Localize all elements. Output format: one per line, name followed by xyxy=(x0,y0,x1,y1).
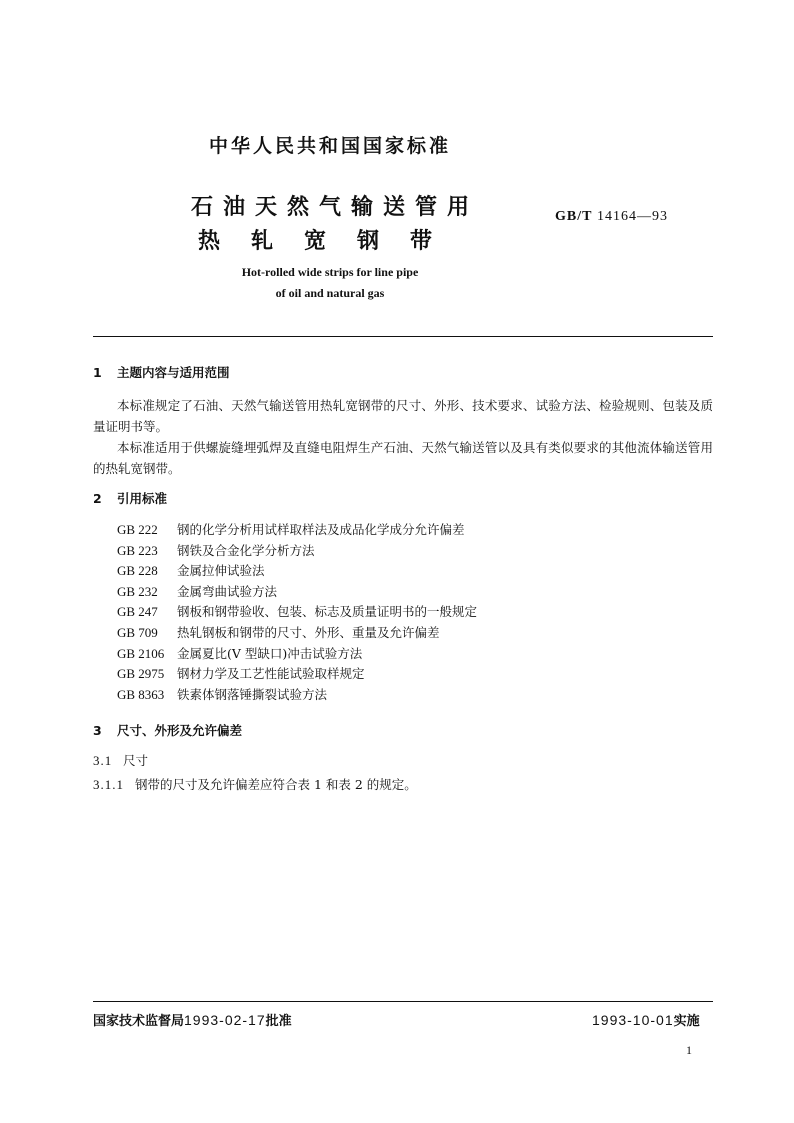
reference-code: GB 2106 xyxy=(117,645,165,661)
reference-title: 金属夏比(V 型缺口)冲击试验方法 xyxy=(177,645,363,661)
section-3-title: 尺寸、外形及允许偏差 xyxy=(117,723,243,738)
reference-title: 钢的化学分析用试样取样法及成品化学成分允许偏差 xyxy=(177,522,465,537)
reference-item xyxy=(117,685,477,706)
effective-date: 1993-10-01 xyxy=(592,1012,674,1028)
section-2-heading xyxy=(93,489,167,507)
standard-prefix: GB/T xyxy=(555,209,593,224)
footer-divider xyxy=(93,1001,713,1002)
effective-info xyxy=(592,1010,700,1029)
document-title-line-2: 热轧宽钢带 xyxy=(198,229,464,254)
reference-item xyxy=(117,644,477,665)
section-1-heading xyxy=(93,363,230,381)
reference-code: GB 222 xyxy=(117,522,158,537)
approval-info xyxy=(93,1010,292,1029)
clause-3-1-text: 尺寸 xyxy=(123,753,149,768)
reference-title: 钢铁及合金化学分析方法 xyxy=(177,542,315,558)
clause-3-1-1-number: 3.1.1 xyxy=(93,777,124,792)
issuing-authority: 国家技术监督局 xyxy=(93,1014,185,1029)
page-number: 1 xyxy=(686,1043,692,1057)
reference-code: GB 247 xyxy=(117,604,158,620)
reference-item xyxy=(117,664,477,685)
reference-code: GB 8363 xyxy=(117,686,165,702)
clause-3-1-number: 3.1 xyxy=(93,753,113,768)
section-1-number: 1 xyxy=(93,365,102,380)
section-3-number: 3 xyxy=(93,723,102,738)
reference-title: 钢板和钢带验收、包装、标志及质量证明书的一般规定 xyxy=(177,604,478,620)
reference-title: 铁素体钢落锤撕裂试验方法 xyxy=(177,686,328,702)
issuing-country-heading: 中华人民共和国国家标准 xyxy=(208,135,451,157)
effective-label: 实施 xyxy=(673,1014,700,1029)
reference-item xyxy=(117,623,477,644)
clause-3-1-1-text: 钢带的尺寸及允许偏差应符合表 1 和表 2 的规定。 xyxy=(135,777,417,792)
reference-code: GB 223 xyxy=(117,542,158,558)
reference-item xyxy=(117,541,477,562)
section-2-number: 2 xyxy=(93,491,102,506)
section-1-paragraph-2: 本标准适用于供螺旋缝埋弧焊及直缝电阻焊生产石油、天然气输送管以及具有类似要求的其他流体输送管用的热轧宽钢带。 xyxy=(93,440,713,476)
issue-date: 1993-02-17 xyxy=(184,1012,266,1028)
standard-number: 14164—93 xyxy=(596,209,668,224)
standard-code xyxy=(555,209,668,225)
section-1-paragraph-1: 本标准规定了石油、天然气输送管用热轧宽钢带的尺寸、外形、技术要求、试验方法、检验规则、包装及质量证明书等。 xyxy=(93,398,713,434)
reference-item xyxy=(117,582,477,603)
section-1-title: 主题内容与适用范围 xyxy=(117,365,230,380)
reference-item xyxy=(117,520,477,541)
english-title-line-1: Hot-rolled wide strips for line pipe xyxy=(241,265,419,279)
reference-title: 热轧钢板和钢带的尺寸、外形、重量及允许偏差 xyxy=(177,624,440,640)
section-2-title: 引用标准 xyxy=(117,491,168,506)
approval-label: 批准 xyxy=(265,1014,292,1029)
reference-code: GB 228 xyxy=(117,563,158,579)
reference-code: GB 2975 xyxy=(117,666,165,682)
section-3-heading xyxy=(93,721,242,739)
english-title-line-2: of oil and natural gas xyxy=(275,286,385,300)
reference-item xyxy=(117,602,477,623)
clause-3-1-1 xyxy=(93,775,417,793)
reference-title: 金属拉伸试验法 xyxy=(177,563,265,579)
reference-item xyxy=(117,561,477,582)
reference-title: 钢材力学及工艺性能试验取样规定 xyxy=(177,666,365,682)
reference-code: GB 709 xyxy=(117,624,158,640)
header-divider xyxy=(93,336,713,337)
reference-code: GB 232 xyxy=(117,583,158,599)
referenced-standards-list xyxy=(117,520,477,705)
reference-title: 金属弯曲试验方法 xyxy=(177,583,278,599)
clause-3-1 xyxy=(93,751,148,769)
document-title-line-1: 石油天然气输送管用 xyxy=(191,195,480,220)
